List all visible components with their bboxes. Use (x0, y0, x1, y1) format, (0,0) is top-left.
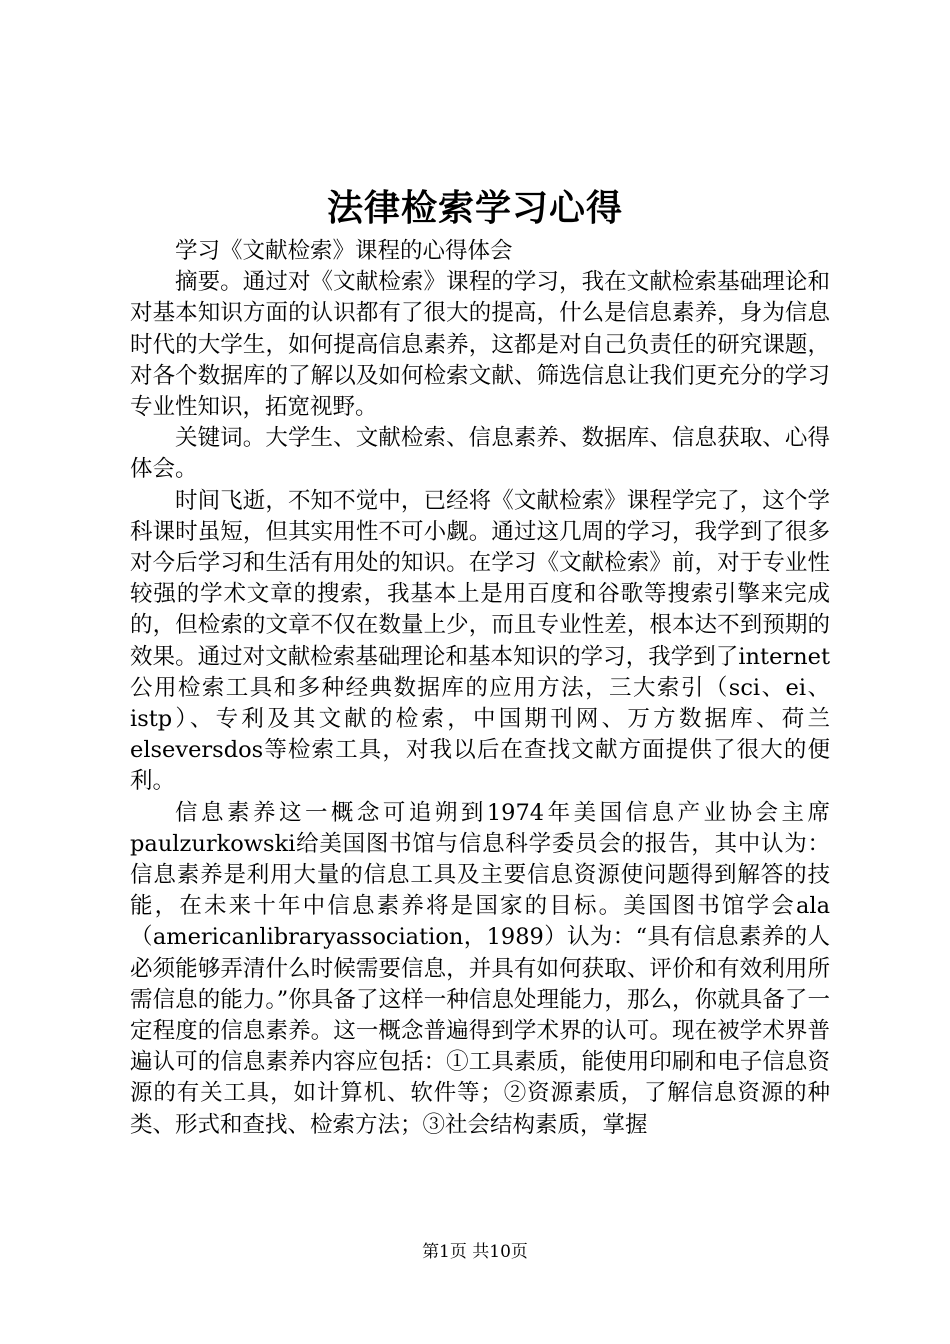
paragraph-body-2: 信息素养这一概念可追朔到1974年美国信息产业协会主席paulzurkowski给美国图书馆与信息科学委员会的报告，其中认为：信息素养是利用大量的信息工具及主要信息资源使问题得到解答的技能，在未来十年中信息素养将是国家的目标。美国图书馆学会ala（americanlibraryassociation，1989）认为：“具有信息素养的人必须能够弄清什么时候需要信息，并具有如何获取、评价和有效利用所需信息的能力。”你具备了这样一种信息处理能力，那么，你就具备了一定程度的信息素养。这一概念普遍得到学术界的认可。现在被学术界普遍认可的信息素养内容应包括：①工具素质，能使用印刷和电子信息资源的有关工具，如计算机、软件等；②资源素质，了解信息资源的种类、形式和查找、检索方法；③社会结构素质，掌握 (130, 799, 830, 1138)
page-footer: 第1页 共10页 (422, 1242, 528, 1262)
paragraph-keywords: 关键词。大学生、文献检索、信息素养、数据库、信息获取、心得体会。 (130, 425, 830, 483)
document-body (130, 236, 830, 1141)
paragraph-abstract: 摘要。通过对《文献检索》课程的学习，我在文献检索基础理论和对基本知识方面的认识都有了很大的提高，什么是信息素养，身为信息时代的大学生，如何提高信息素养，这都是对自己负责任的研究课题，对各个数据库的了解以及如何检索文献、筛选信息让我们更充分的学习专业性知识，拓宽视野。 (130, 269, 830, 421)
paragraph-body-1: 时间飞逝，不知不觉中，已经将《文献检索》课程学完了，这个学科课时虽短，但其实用性不可小觑。通过这几周的学习，我学到了很多对今后学习和生活有用处的知识。在学习《文献检索》前，对于专业性较强的学术文章的搜索，我基本上是用百度和谷歌等搜索引擎来完成的，但检索的文章不仅在数量上少，而且专业性差，根本达不到预期的效果。通过对文献检索基础理论和基本知识的学习，我学到了internet公用检索工具和多种经典数据库的应用方法，三大索引（sci、ei、istp）、专利及其文献的检索，中国期刊网、万方数据库、荷兰elseversdos等检索工具，对我以后在查找文献方面提供了很大的便利。 (130, 487, 830, 795)
document-title: 法律检索学习心得 (326, 187, 623, 229)
paragraph-subtitle: 学习《文献检索》课程的心得体会 (175, 238, 513, 264)
